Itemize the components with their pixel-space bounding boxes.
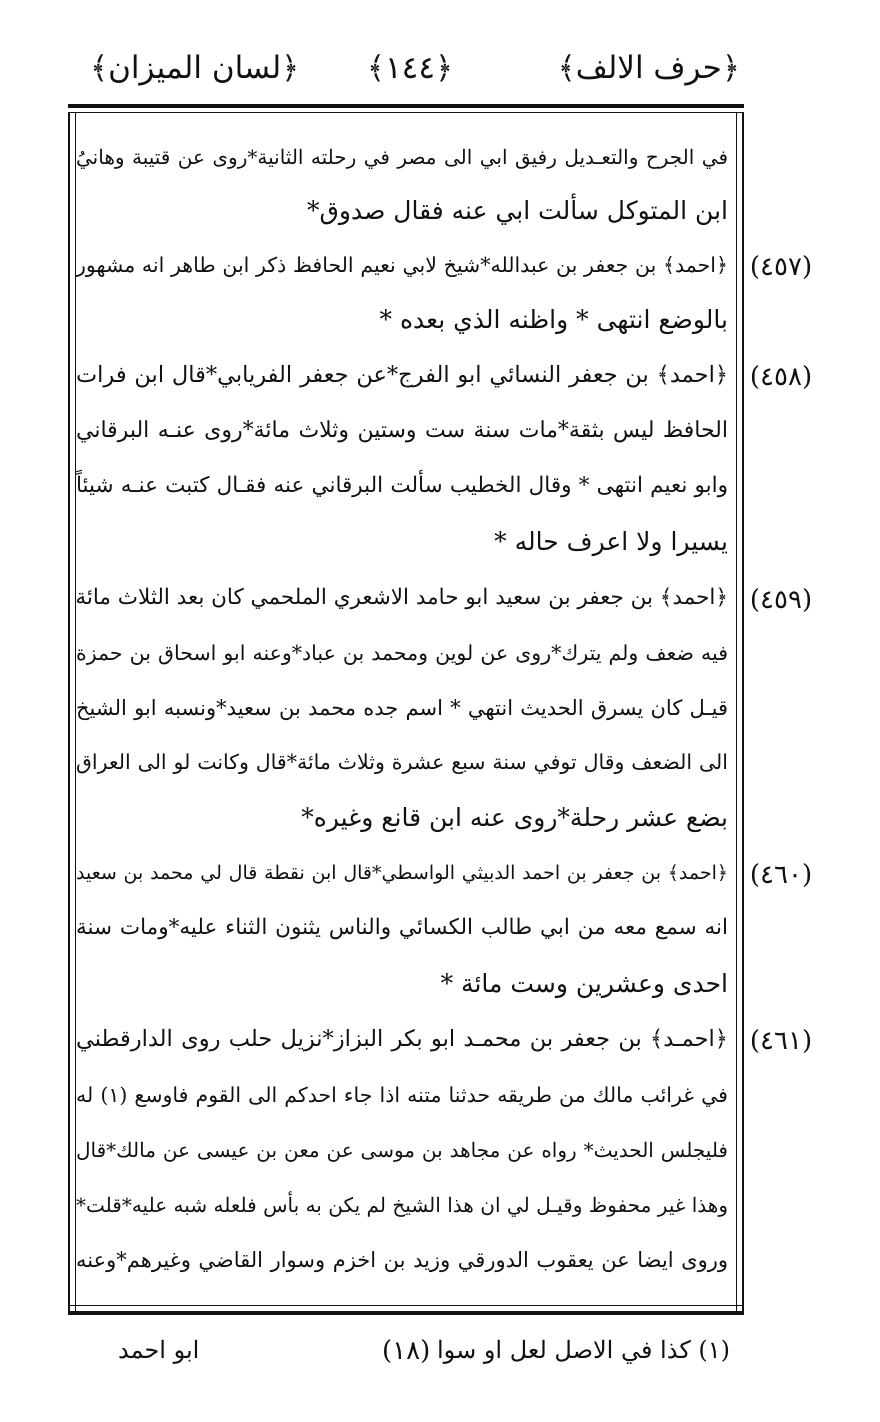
text-line: وابو نعيم انتهى * وقال الخطيب سألت البرقاني عنه فقـال كتبت عنـه شيئاً bbox=[76, 473, 728, 498]
frame-right-outer bbox=[742, 112, 744, 1315]
text-line: احدى وعشرين وست مائة * bbox=[440, 969, 728, 998]
text-line: ﴿احمـد﴾ بن جعفر بن محمـد ابو بكر البزاز*نزيل حلب روى الدارقطني bbox=[76, 1026, 728, 1052]
text-line: ﴿احمد﴾ بن جعفر بن عبدالله*شيخ لابي نعيم الحافظ ذكر ابن طاهر انه مشهور bbox=[76, 253, 728, 277]
frame-right-inner bbox=[736, 112, 737, 1315]
text-line: في الجرح والتعـديل رفيق ابي الى مصر في رحلته الثانية*روى عن قتيبة وهانيُ bbox=[76, 145, 728, 169]
header-page-number: ﴿١٤٤﴾ bbox=[366, 50, 454, 86]
text-line: ابن المتوكل سألت ابي عنه فقال صدوق* bbox=[307, 196, 728, 225]
text-line: قيـل كان يسرق الحديث انتهي * اسم جده محمد بن سعيد*ونسبه ابو الشيخ bbox=[76, 696, 728, 720]
frame-bottom-thick bbox=[68, 1311, 744, 1315]
text-line: في غرائب مالك من طريقه حدثنا متنه اذا جاء احدكم الى القوم فاوسع (١) له bbox=[76, 1083, 728, 1107]
header-chapter-title: ﴿حرف الالف﴾ bbox=[557, 50, 740, 86]
signature-mark: (١٨) bbox=[382, 1336, 431, 1366]
text-line: ﴿احمد﴾ بن جعفر بن سعيد ابو حامد الاشعري الملحمي كان بعد الثلاث مائة bbox=[75, 585, 728, 610]
text-line: الى الضعف وقال توفي سنة سبع عشرة وثلاث مائة*قال وكانت لو الى العراق bbox=[76, 750, 728, 774]
header-rule-thick bbox=[68, 104, 744, 108]
running-header bbox=[80, 44, 740, 96]
text-line: فليجلس الحديث* رواه عن مجاهد بن موسى عن معن بن عيسى عن مالك*قال bbox=[76, 1138, 728, 1162]
text-line: ﴿احمد﴾ بن جعفر النسائي ابو الفرج*عن جعفر الفريابي*قال ابن فرات bbox=[76, 362, 728, 388]
header-book-title: ﴿لسان الميزان﴾ bbox=[90, 50, 300, 86]
text-line: يسيرا ولا اعرف حاله * bbox=[494, 527, 728, 556]
frame-bottom-thin bbox=[68, 1305, 744, 1306]
frame-left-outer bbox=[68, 112, 70, 1315]
entry-number: (٤٦٠) bbox=[749, 860, 813, 890]
footnote: (١) كذا في الاصل لعل او سوا bbox=[437, 1336, 730, 1364]
text-line: بضع عشر رحلة*روى عنه ابن قانع وغيره* bbox=[301, 803, 728, 832]
entry-number: (٤٦١) bbox=[749, 1026, 813, 1056]
catchword: ابو احمد bbox=[118, 1336, 200, 1364]
text-line: انه سمع معه من ابي طالب الكسائي والناس يثنون الثناء عليه*ومات سنة bbox=[76, 915, 728, 940]
text-line: فيه ضعف ولم يترك*روى عن لوين ومحمد بن عباد*وعنه ابو اسحاق بن حمزة bbox=[76, 641, 728, 665]
entry-number: (٤٥٩) bbox=[749, 585, 813, 615]
text-line: وهذا غير محفوظ وقيـل لي ان هذا الشيخ لم يكن به بأس فلعله شبه عليه*قلت* bbox=[76, 1193, 728, 1217]
entry-number: (٤٥٨) bbox=[749, 362, 813, 392]
text-line: بالوضع انتهى * واظنه الذي بعده * bbox=[379, 305, 728, 334]
text-line: ﴿احمد﴾ بن جعفر بن احمد الدبيثي الواسطي*قال ابن نقطة قال لي محمد بن سعيد bbox=[76, 862, 728, 884]
text-line: وروى ايضا عن يعقوب الدورقي وزيد بن اخزم وسوار القاضي وغيرهم*وعنه bbox=[76, 1248, 728, 1272]
text-line: الحافظ ليس بثقة*مات سنة ست وستين وثلاث مائة*روى عنـه البرقاني bbox=[76, 418, 728, 443]
header-rule-thin bbox=[68, 112, 744, 113]
entry-number: (٤٥٧) bbox=[749, 252, 813, 282]
